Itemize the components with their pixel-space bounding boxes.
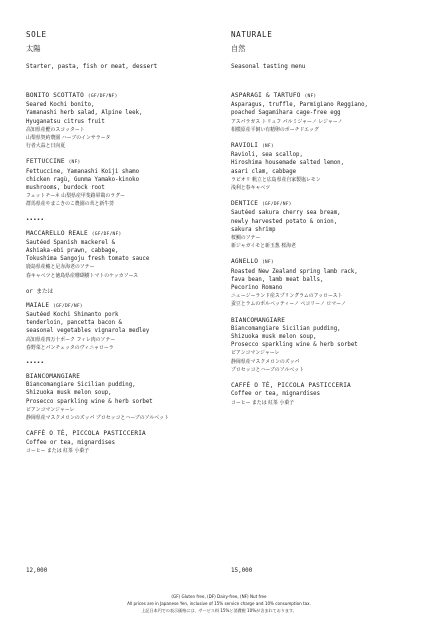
tax-note-jp: 上記日本円での表示価格には、サービス料 15%と消費税 10%が含まれております。 bbox=[141, 608, 297, 613]
dish-name: AGNELLO bbox=[231, 258, 259, 266]
dish-description-jp: プロセッコとハーブのソルベット bbox=[231, 366, 305, 373]
menu-title: SOLE bbox=[26, 30, 47, 39]
dish-name: RAVIOLI bbox=[231, 142, 259, 150]
dish-description-jp: 相模原産平飼い有精卵のポーチドエッグ bbox=[231, 126, 319, 133]
tax-note-en: All prices are in Japanese Yen, inclusive of 15% service charge and 10% consumption tax. bbox=[127, 601, 311, 606]
dish-caffe-o-te bbox=[26, 430, 216, 455]
dish-title bbox=[231, 142, 421, 151]
dish-bonito-scottato bbox=[26, 92, 216, 150]
dish-name: MAIALE bbox=[26, 301, 50, 309]
menu-column-sole bbox=[26, 30, 216, 463]
dish-name: MACCARELLO REALE bbox=[26, 229, 88, 237]
dish-caffe-o-te bbox=[231, 382, 421, 407]
dish-biancomangiare bbox=[26, 373, 216, 422]
dish-description-jp: フェットチーネ 山梨県産甲斐路軍鶏のラグー bbox=[26, 193, 125, 200]
dish-name: BIANCOMANGIARE bbox=[26, 373, 81, 381]
dish-description: Yamanashi herb salad, Alpine leek, bbox=[26, 110, 143, 117]
dish-agnello bbox=[231, 258, 421, 308]
dish-description: Biancomangiare Sicilian pudding, bbox=[231, 325, 341, 332]
dish-description-jp: 静岡県産マスクメロンのズッパ プロセッコとハーブのソルベット bbox=[26, 415, 169, 422]
dish-description: Asparagus, truffle, Parmigiano Reggiano, bbox=[231, 102, 368, 109]
dish-name: DENTICE bbox=[231, 200, 259, 208]
dish-description: tenderloin, pancetta bacon & bbox=[26, 320, 122, 327]
dish-title bbox=[231, 382, 421, 390]
dish-description: Pecorino Romano bbox=[231, 285, 283, 292]
dish-description-jp: 行者大蒜と日向夏 bbox=[26, 143, 66, 150]
dish-description-jp: 蚕豆とラムのポルペッティーノ ペコリーノ ロマーノ bbox=[231, 301, 346, 308]
dish-title bbox=[231, 92, 421, 101]
dish-title bbox=[231, 258, 421, 267]
dish-description-jp: ラビオリ 帆立と広島県産自家製塩レモン bbox=[231, 176, 321, 183]
dish-description: poached Sagamihara cage-free egg bbox=[231, 110, 341, 117]
dietary-legend: (GF) Gluten free, (DF) Dairy-free, (NF) Nut free bbox=[171, 594, 267, 599]
dish-title bbox=[26, 158, 216, 167]
dish-title bbox=[26, 430, 216, 438]
dish-description: Roasted New Zealand spring lamb rack, bbox=[231, 268, 358, 275]
dish-description-jp: 高知県産鰹のスコッタート bbox=[26, 126, 85, 133]
dish-title bbox=[26, 373, 216, 381]
menu-column-naturale bbox=[231, 30, 421, 415]
diet-label: (GF/DF/NF) bbox=[261, 202, 292, 208]
dish-dentice bbox=[231, 200, 421, 250]
dish-description: fava bean, lamb meat balls, bbox=[231, 276, 324, 283]
dish-biancomangiare bbox=[231, 317, 421, 374]
dish-name: BIANCOMANGIARE bbox=[231, 316, 286, 324]
dish-title bbox=[231, 317, 421, 325]
dish-maccarello-reale bbox=[26, 230, 216, 280]
dish-description-jp: コーヒー または 紅茶 小菓子 bbox=[231, 399, 295, 406]
dish-title bbox=[26, 302, 216, 311]
dish-description: Hiroshima housemade salted lemon, bbox=[231, 160, 344, 167]
dish-description: asari clam, cabbage bbox=[231, 168, 297, 175]
dish-description: Ashiaka-ebi prawn, cabbage, bbox=[26, 248, 119, 255]
dish-description: sakura shrimp bbox=[231, 226, 276, 233]
dish-description-jp: ビアンコマンジャーレ bbox=[26, 406, 75, 413]
diet-label: (NF) bbox=[261, 144, 274, 150]
menu-title-jp: 自然 bbox=[231, 44, 246, 53]
menu-title: NATURALE bbox=[231, 30, 273, 39]
course-separator: ••••• bbox=[26, 360, 45, 367]
dish-description: Coffee or tea, mignardises bbox=[231, 391, 321, 398]
menu-title-jp: 太陽 bbox=[26, 44, 41, 53]
dish-description-jp: 春野菜とパンチェッタのヴィニャローラ bbox=[26, 344, 114, 351]
dish-title bbox=[26, 230, 216, 239]
dish-name: BONITO SCOTTATO bbox=[26, 92, 85, 99]
dish-fettuccine bbox=[26, 158, 216, 208]
dish-maiale bbox=[26, 302, 216, 352]
dish-description-jp: 桜鯛のソテー bbox=[231, 235, 261, 242]
dish-description: mushrooms, burdock root bbox=[26, 185, 105, 192]
dish-description: Biancomangiare Sicilian pudding, bbox=[26, 382, 136, 389]
price-naturale: 15,000 bbox=[231, 568, 253, 574]
dish-name: CAFFÈ O TÈ, PICCOLA PASTICCERIA bbox=[26, 430, 146, 438]
dish-description: Fettuccine, Yamanashi Koiji shamo bbox=[26, 168, 139, 175]
dish-description-jp: 静岡県産マスクメロンのズッパ bbox=[231, 358, 300, 365]
dish-description-jp: 春キャベツと徳島県産珊瑚樹トマトのケッカソース bbox=[26, 272, 138, 279]
dish-ravioli bbox=[231, 142, 421, 192]
dish-asparagi-tartufo bbox=[231, 92, 421, 134]
dish-description-jp: ビアンコマンジャーレ bbox=[231, 350, 280, 357]
dish-description: Prosecco sparkling wine & herb sorbet bbox=[231, 342, 358, 349]
dish-name: ASPARAGI & TARTUFO bbox=[231, 92, 301, 99]
dish-description: chicken ragù, Gunma Yamako-kinoko bbox=[26, 176, 139, 183]
dish-description: Shizuoka musk melon soup, bbox=[231, 334, 317, 341]
dish-description: Shizuoka musk melon soup, bbox=[26, 390, 112, 397]
dish-description-jp: コーヒー または 紅茶 小菓子 bbox=[26, 447, 90, 454]
diet-label: (GF/DF/NF) bbox=[53, 303, 83, 309]
dish-description: Tokushima Sangoju fresh tomato sauce bbox=[26, 256, 150, 263]
diet-label: (NF) bbox=[261, 260, 274, 266]
price-sole: 12,000 bbox=[26, 568, 48, 574]
dish-description-jp: 新ジャガイモと新玉葱 桜海老 bbox=[231, 243, 296, 250]
dish-title bbox=[231, 200, 421, 209]
diet-label: (NF) bbox=[304, 94, 317, 99]
dish-description: Prosecco sparkling wine & herb sorbet bbox=[26, 398, 153, 405]
dish-description-jp: 鹿島県産鰆と足赤海老のソテー bbox=[26, 264, 95, 271]
diet-label: (GF/DF/NF) bbox=[91, 231, 122, 237]
dish-description: Hyuganatsu citrus fruit bbox=[26, 118, 105, 125]
dish-description: Sautéed sakura cherry sea bream, bbox=[231, 210, 341, 217]
dish-title bbox=[26, 92, 216, 101]
dish-description-jp: 高知県産四万十ポーク フィレ肉のソテー bbox=[26, 336, 116, 343]
menu-subtitle: Starter, pasta, fish or meat, dessert bbox=[26, 64, 158, 70]
dish-description: Ravioli, sea scallop, bbox=[231, 152, 303, 159]
dish-description-jp: 群馬県産やまこきのこ農園の茸と新牛蒡 bbox=[26, 201, 115, 208]
diet-label: (GF/DF/NF) bbox=[87, 94, 118, 99]
dish-description: newly harvested potato & onion, bbox=[231, 218, 338, 225]
dish-description: Sautéed Kochi Shimanto pork bbox=[26, 312, 119, 319]
diet-label: (NF) bbox=[68, 160, 81, 166]
dish-description: Seared Kochi bonito, bbox=[26, 102, 95, 109]
dish-description-jp: アスパラガス トリュフ パルミジャーノ レジャーノ bbox=[231, 118, 343, 125]
dish-description-jp: 浅利と春キャベツ bbox=[231, 185, 271, 192]
course-separator: ••••• bbox=[26, 216, 45, 223]
dish-description-jp: 山梨県契約農園 ハーブのインサラータ bbox=[26, 135, 111, 142]
dish-description: Sautéed Spanish mackerel & bbox=[26, 239, 116, 246]
dish-name: FETTUCCINE bbox=[26, 158, 65, 166]
dish-description-jp: ニュージーランド産スプリングラムのアッロースト bbox=[231, 293, 343, 300]
dish-description: Coffee or tea, mignardises bbox=[26, 439, 116, 446]
dish-description: seasonal vegetables vignarola medley bbox=[26, 328, 150, 335]
or-label: or または bbox=[26, 288, 54, 295]
dish-name: CAFFÈ O TÈ, PICCOLA PASTICCERIA bbox=[231, 382, 351, 390]
menu-subtitle: Seasonal tasting menu bbox=[231, 64, 306, 70]
